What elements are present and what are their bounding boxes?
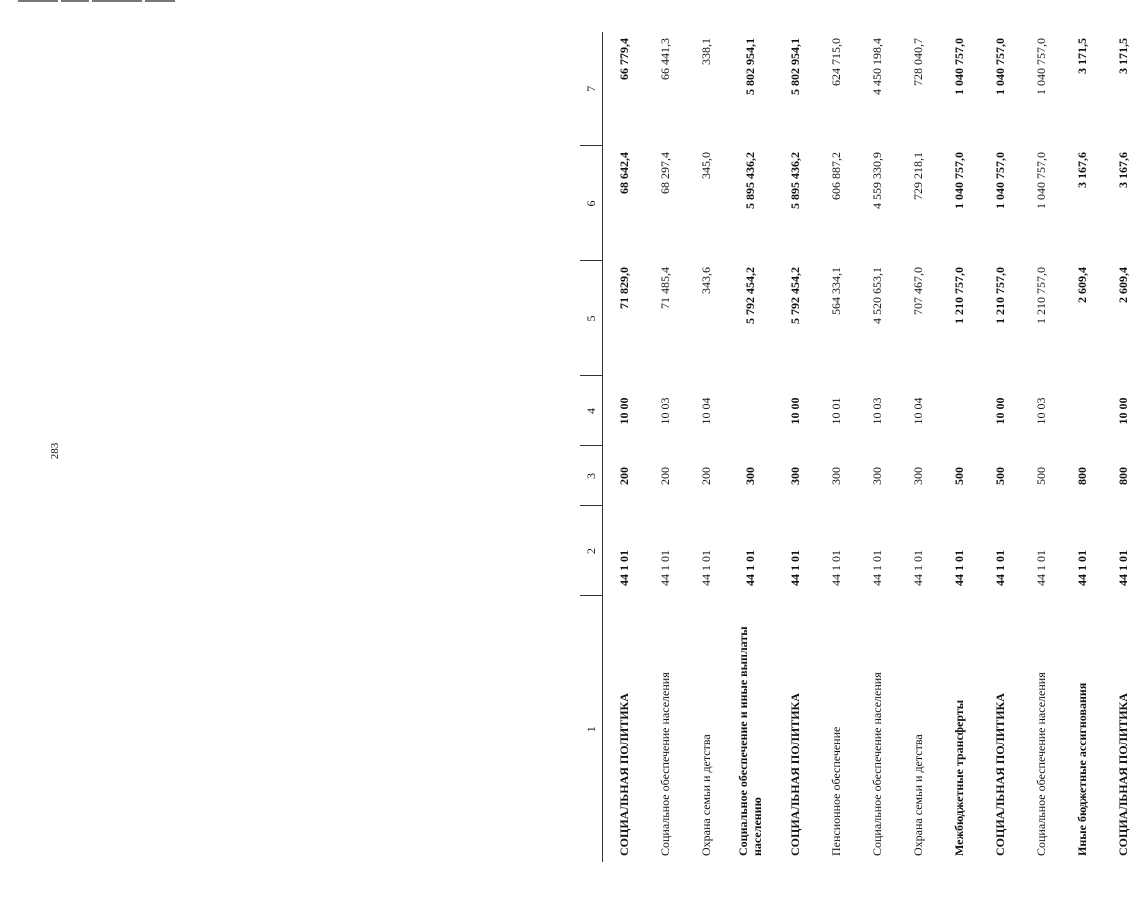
row-name: СОЦИАЛЬНАЯ ПОЛИТИКА — [1115, 693, 1130, 856]
row-col7: 3 171,5 — [1115, 38, 1130, 74]
row-name: Межбюджетные трансферты — [951, 699, 966, 856]
row-col5: 2 609,4 — [1074, 267, 1089, 303]
row-col7: 5 802 954,1 — [787, 38, 802, 95]
row-col5: 707 467,0 — [910, 267, 925, 315]
row-col3: 500 — [1033, 467, 1048, 485]
table-row — [979, 32, 1020, 862]
row-col6: 68 642,4 — [616, 152, 631, 194]
scan-artifact-bar — [18, 0, 180, 6]
row-col3: 300 — [869, 467, 884, 485]
row-col4: 10 04 — [910, 397, 925, 425]
row-name: СОЦИАЛЬНАЯ ПОЛИТИКА — [787, 693, 802, 856]
row-col3: 800 — [1074, 467, 1089, 485]
row-col4: 10 00 — [992, 397, 1007, 425]
rotated-table-container — [580, 32, 1130, 862]
row-col6: 3 167,6 — [1074, 152, 1089, 188]
row-col4: 10 03 — [869, 397, 884, 425]
table-row — [1061, 32, 1102, 862]
row-col5: 71 485,4 — [657, 267, 672, 309]
row-col7: 1 040 757,0 — [1033, 38, 1048, 95]
row-code: 44 1 01 — [787, 550, 802, 586]
row-col6: 1 040 757,0 — [1033, 152, 1048, 209]
row-col3: 200 — [616, 467, 631, 485]
table-body — [603, 32, 1143, 862]
row-col7: 338,1 — [698, 38, 713, 65]
row-code: 44 1 01 — [698, 550, 713, 586]
row-name: Социальное обеспечение и иные выплаты населению — [736, 626, 764, 856]
row-col5: 2 609,4 — [1115, 267, 1130, 303]
row-col7: 4 450 198,4 — [869, 38, 884, 95]
table-row — [603, 32, 645, 862]
row-code: 44 1 01 — [616, 550, 631, 586]
column-header-4: 4 — [580, 376, 603, 446]
row-col3: 300 — [743, 467, 757, 485]
row-col4 — [938, 376, 979, 446]
page-number: 283 — [49, 442, 61, 460]
row-col4: 10 00 — [1115, 397, 1130, 425]
row-name: Иные бюджетные ассигнования — [1074, 682, 1089, 856]
row-code: 44 1 01 — [1033, 550, 1048, 586]
table-row — [938, 32, 979, 862]
row-col7: 66 441,3 — [657, 38, 672, 80]
table-row — [774, 32, 815, 862]
row-col7: 5 802 954,1 — [743, 38, 757, 95]
row-col4: 10 00 — [616, 397, 631, 425]
row-code: 44 1 01 — [869, 550, 884, 586]
row-code: 44 1 01 — [657, 550, 672, 586]
row-col4: 10 04 — [698, 397, 713, 425]
row-name: Социальное обеспечение населения — [869, 672, 884, 856]
row-col3: 300 — [828, 467, 843, 485]
row-col7: 3 171,5 — [1074, 38, 1089, 74]
row-col5: 1 210 757,0 — [951, 267, 966, 324]
row-code: 44 1 01 — [1074, 550, 1089, 586]
row-name: Охрана семьи и детства — [698, 734, 713, 856]
row-col3: 500 — [992, 467, 1007, 485]
row-col7: 66 779,4 — [616, 38, 631, 80]
row-col3: 300 — [910, 467, 925, 485]
column-header-6: 6 — [580, 146, 603, 261]
row-name: Охрана семьи и детства — [910, 734, 925, 856]
row-col5: 1 210 757,0 — [992, 267, 1007, 324]
table-row — [685, 32, 726, 862]
row-name: СОЦИАЛЬНАЯ ПОЛИТИКА — [616, 693, 631, 856]
row-col4: 10 03 — [657, 397, 672, 425]
row-col4 — [726, 376, 774, 446]
row-col6: 606 887,2 — [828, 152, 843, 200]
column-header-3: 3 — [580, 446, 603, 506]
row-col5: 564 334,1 — [828, 267, 843, 315]
row-col3: 300 — [787, 467, 802, 485]
row-col5: 71 829,0 — [616, 267, 631, 309]
row-col4 — [1061, 376, 1102, 446]
row-col3: 200 — [657, 467, 672, 485]
row-name: Социальное обеспечение населения — [1033, 672, 1048, 856]
row-col6: 1 040 757,0 — [992, 152, 1007, 209]
row-code: 44 1 01 — [743, 550, 757, 586]
table-row — [726, 32, 774, 862]
row-name: Социальное обеспечение населения — [657, 672, 672, 856]
row-name: Пенсионное обеспечение — [828, 726, 843, 856]
row-name: СОЦИАЛЬНАЯ ПОЛИТИКА — [992, 693, 1007, 856]
row-col6: 5 895 436,2 — [787, 152, 802, 209]
row-col6: 5 895 436,2 — [743, 152, 757, 209]
table-row — [1020, 32, 1061, 862]
column-header-2: 2 — [580, 506, 603, 596]
row-col4: 10 00 — [787, 397, 802, 425]
row-col6: 1 040 757,0 — [951, 152, 966, 209]
row-col7: 1 040 757,0 — [992, 38, 1007, 95]
row-col4: 10 01 — [828, 397, 843, 425]
row-col6: 68 297,4 — [657, 152, 672, 194]
table-row — [856, 32, 897, 862]
budget-table — [580, 32, 1143, 862]
row-col4: 10 03 — [1033, 397, 1048, 425]
row-col3: 200 — [698, 467, 713, 485]
row-col6: 345,0 — [698, 152, 713, 179]
row-code: 44 1 01 — [910, 550, 925, 586]
table-row — [644, 32, 685, 862]
row-col6: 729 218,1 — [910, 152, 925, 200]
row-col5: 5 792 454,2 — [787, 267, 802, 324]
row-code: 44 1 01 — [951, 550, 966, 586]
row-col5: 5 792 454,2 — [743, 267, 757, 324]
table-row — [1102, 32, 1143, 862]
row-col5: 4 520 653,1 — [869, 267, 884, 324]
row-col6: 4 559 330,9 — [869, 152, 884, 209]
table-row — [815, 32, 856, 862]
row-code: 44 1 01 — [992, 550, 1007, 586]
header-row — [580, 32, 603, 862]
row-col5: 1 210 757,0 — [1033, 267, 1048, 324]
row-col5: 343,6 — [698, 267, 713, 294]
row-col7: 728 040,7 — [910, 38, 925, 86]
column-header-5: 5 — [580, 261, 603, 376]
column-header-7: 7 — [580, 32, 603, 146]
row-code: 44 1 01 — [1115, 550, 1130, 586]
column-header-1: 1 — [580, 596, 603, 862]
row-code: 44 1 01 — [828, 550, 843, 586]
table-row — [897, 32, 938, 862]
row-col6: 3 167,6 — [1115, 152, 1130, 188]
row-col3: 500 — [951, 467, 966, 485]
row-col7: 1 040 757,0 — [951, 38, 966, 95]
row-col7: 624 715,0 — [828, 38, 843, 86]
row-col3: 800 — [1115, 467, 1130, 485]
